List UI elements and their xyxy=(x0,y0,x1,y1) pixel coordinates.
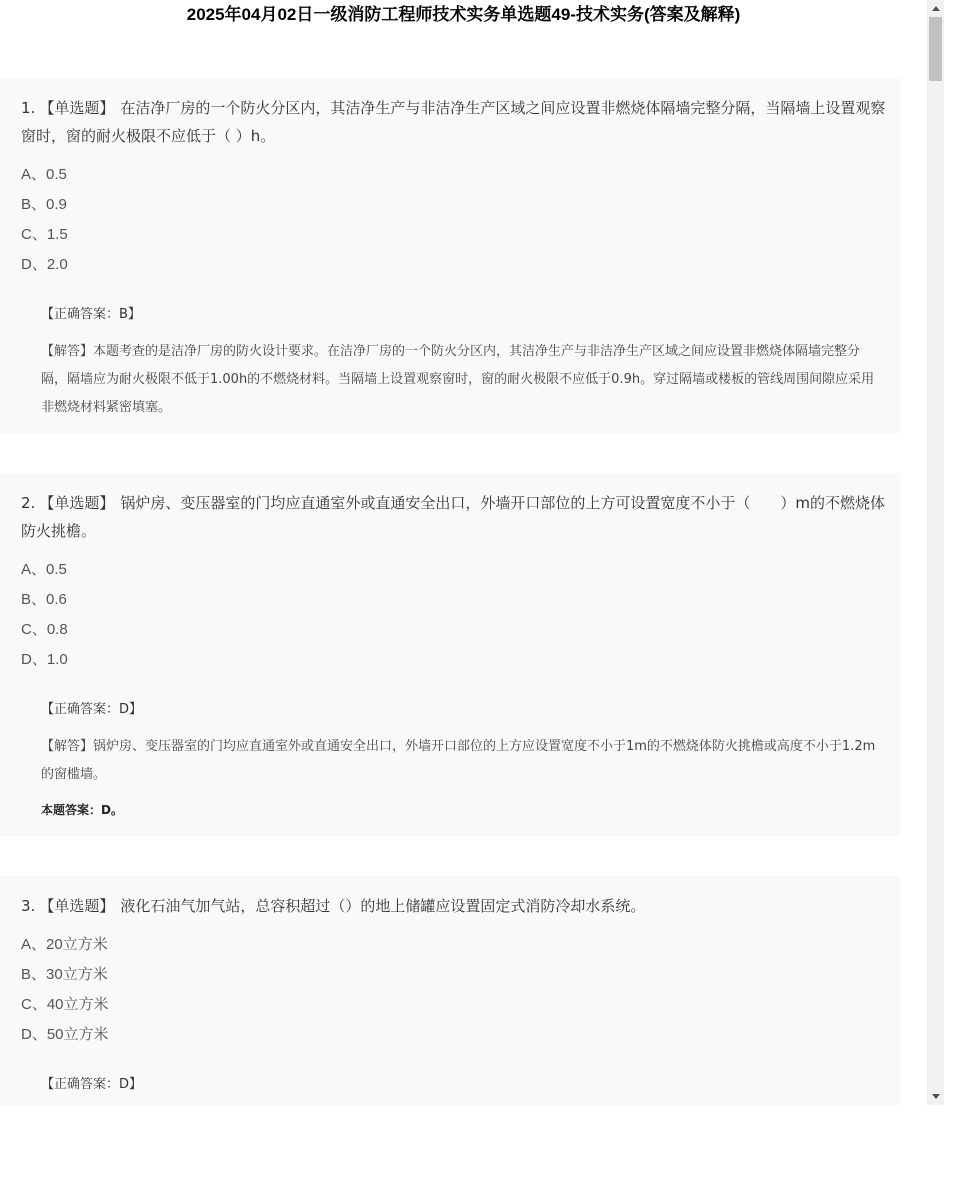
vertical-scrollbar[interactable] xyxy=(927,0,944,1105)
question-card-2 xyxy=(0,473,900,836)
question-type: 【单选题】 xyxy=(39,897,115,915)
option-d[interactable]: D、2.0 xyxy=(21,256,68,273)
question-text: 液化石油气加气站，总容积超过（）的地上储罐应设置固定式消防冷却水系统。 xyxy=(120,897,646,915)
option-c[interactable]: C、0.8 xyxy=(21,621,68,638)
question-type: 【单选题】 xyxy=(39,494,115,512)
scrollbar-thumb[interactable] xyxy=(929,17,942,81)
correct-answer-3: 【正确答案：D】 xyxy=(41,1077,143,1092)
question-number: 3. xyxy=(21,897,36,915)
question-card-3 xyxy=(0,876,900,1105)
options-list-2 xyxy=(21,555,900,675)
options-list-1 xyxy=(21,160,900,280)
question-text: 在洁净厂房的一个防火分区内，其洁净生产与非洁净生产区域之间应设置非燃烧体隔墙完整分隔，当隔墙上设置观察窗时，窗的耐火极限不应低于（ ）h。 xyxy=(21,99,886,145)
correct-answer-1: 【正确答案：B】 xyxy=(41,307,141,322)
question-stem-3 xyxy=(21,892,886,920)
options-list-3 xyxy=(21,930,900,1050)
question-type: 【单选题】 xyxy=(39,99,115,117)
arrow-up-icon xyxy=(932,6,940,11)
option-d[interactable]: D、1.0 xyxy=(21,651,68,668)
question-text: 锅炉房、变压器室的门均应直通室外或直通安全出口，外墙开口部位的上方可设置宽度不小于（ ）m的不燃烧体防火挑檐。 xyxy=(21,494,885,540)
page-title: 2025年04月02日一级消防工程师技术实务单选题49-技术实务(答案及解释) xyxy=(186,5,741,24)
option-c[interactable]: C、40立方米 xyxy=(21,996,109,1013)
question-stem-2 xyxy=(21,489,886,545)
question-stem-1 xyxy=(21,94,886,150)
conclusion-2: 本题答案：D。 xyxy=(41,803,123,817)
option-b[interactable]: B、30立方米 xyxy=(21,966,108,983)
option-b[interactable]: B、0.6 xyxy=(21,591,67,608)
question-number: 1. xyxy=(21,99,36,117)
explanation-2: 【解答】锅炉房、变压器室的门均应直通室外或直通安全出口，外墙开口部位的上方应设置宽度不小于1m的不燃烧体防火挑檐或高度不小于1.2m的窗槛墙。 xyxy=(41,739,876,782)
explanation-1: 【解答】本题考查的是洁净厂房的防火设计要求。在洁净厂房的一个防火分区内，其洁净生产与非洁净生产区域之间应设置非燃烧体隔墙完整分隔，隔墙应为耐火极限不低于1.00h的不燃烧材料。当隔墙上设置观察窗时，窗的耐火极限不应低于0.9h。穿过隔墙或楼板的管线周围间隙应采用非燃烧材料紧密填塞。 xyxy=(41,344,875,415)
question-number: 2. xyxy=(21,494,36,512)
correct-answer-2: 【正确答案：D】 xyxy=(41,702,143,717)
scroll-down-button[interactable] xyxy=(927,1088,944,1105)
scroll-up-button[interactable] xyxy=(927,0,944,17)
option-a[interactable]: A、0.5 xyxy=(21,166,67,183)
option-d[interactable]: D、50立方米 xyxy=(21,1026,109,1043)
option-b[interactable]: B、0.9 xyxy=(21,196,67,213)
option-a[interactable]: A、0.5 xyxy=(21,561,67,578)
question-card-1 xyxy=(0,78,900,433)
arrow-down-icon xyxy=(932,1094,940,1099)
option-a[interactable]: A、20立方米 xyxy=(21,936,108,953)
option-c[interactable]: C、1.5 xyxy=(21,226,68,243)
